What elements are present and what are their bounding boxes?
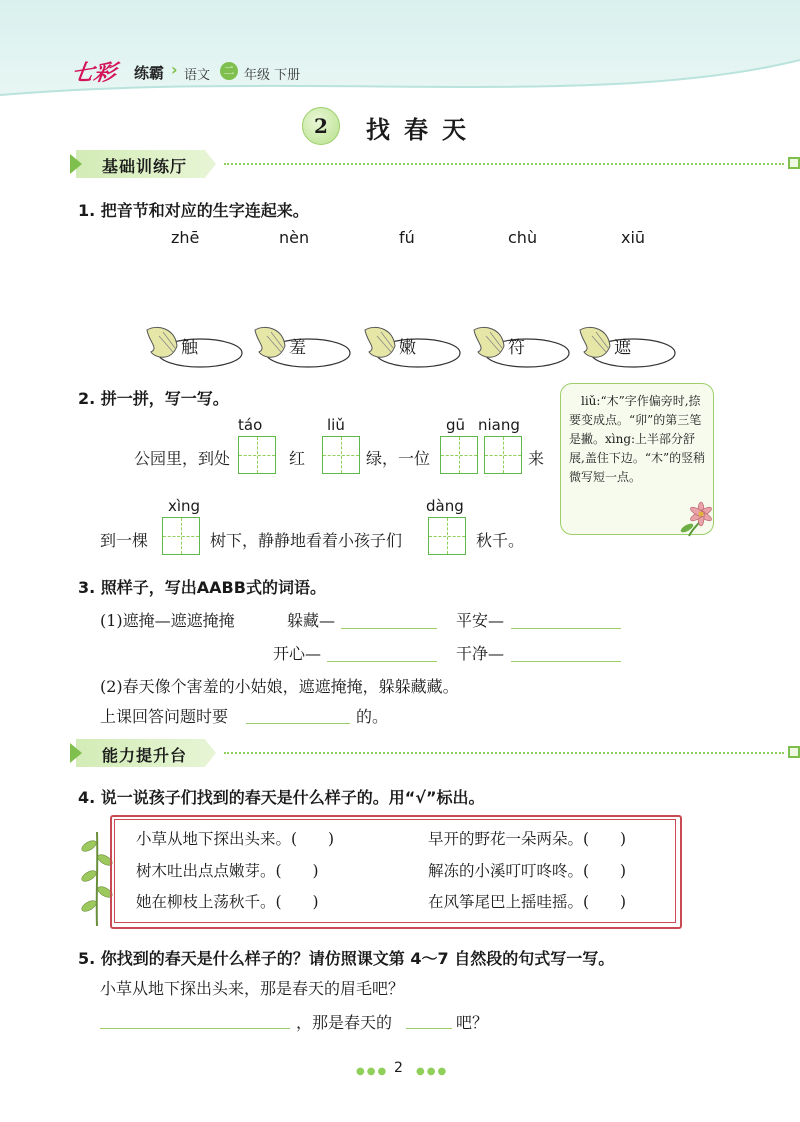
page-number: 2 xyxy=(394,1060,403,1076)
q1-title: 1. 把音节和对应的生字连起来。 xyxy=(78,201,309,220)
q3-word-4: 干净— xyxy=(456,644,505,663)
sprout-icon xyxy=(80,826,114,926)
q2-line2-pre: 到一棵 xyxy=(100,531,149,550)
header-band xyxy=(0,0,800,100)
q4-title: 4. 说一说孩子们找到的春天是什么样子的。用“√”标出。 xyxy=(78,788,485,807)
section-label: 基础训练厅 xyxy=(102,157,188,176)
q3-word-3: 开心— xyxy=(273,644,322,663)
q4-option-6[interactable]: 在风筝尾巴上摇哇摇。( ) xyxy=(428,893,627,911)
q2-title: 2. 拼一拼，写一写。 xyxy=(78,389,229,408)
page-dots-right: ●●● xyxy=(416,1066,449,1077)
q1-char-5: 遮 xyxy=(614,338,631,358)
q3-p2-prompt-pre: 上课回答问题时要 xyxy=(100,707,229,726)
q1-pinyin-1: zhē xyxy=(171,228,200,247)
section-header-basic xyxy=(76,150,800,178)
butterfly-card-3 xyxy=(363,322,473,370)
butterfly-icon xyxy=(253,322,363,370)
answer-blank[interactable] xyxy=(327,660,437,662)
grade-number-badge: 二 xyxy=(220,62,238,80)
arrow-icon xyxy=(70,743,82,763)
butterfly-icon xyxy=(363,322,473,370)
q3-p2-sentence: (2)春天像个害羞的小姑娘，遮遮掩掩，躲躲藏藏。 xyxy=(100,677,459,696)
lesson-number-badge: 2 xyxy=(302,107,340,145)
butterfly-card-2 xyxy=(253,322,363,370)
lesson-title: 找春天 xyxy=(366,115,480,144)
q4-option-5[interactable]: 她在柳枝上荡秋千。( ) xyxy=(136,893,319,911)
subject-label: 语文 xyxy=(184,68,211,83)
butterfly-icon xyxy=(578,322,688,370)
q5-prompt-mid: ，那是春天的 xyxy=(296,1013,393,1032)
q3-p2-prompt-post: 的。 xyxy=(356,707,389,726)
q5-title: 5. 你找到的春天是什么样子的？请仿照课文第 4～7 自然段的句式写一写。 xyxy=(78,949,615,968)
answer-blank[interactable] xyxy=(246,722,350,724)
grade-label: 年级 下册 xyxy=(244,68,301,83)
brand-logo-sub: 练霸 xyxy=(134,64,165,82)
square-end-icon xyxy=(788,746,800,758)
q4-option-3[interactable]: 树木吐出点点嫩芽。( ) xyxy=(136,862,319,880)
butterfly-card-5 xyxy=(578,322,688,370)
arrow-icon xyxy=(70,154,82,174)
q1-pinyin-4: chù xyxy=(508,228,538,247)
q2-line2-mid: 树下，静静地看着小孩子们 xyxy=(210,531,403,550)
butterfly-card-1 xyxy=(145,322,255,370)
q2-pinyin-liu: liǔ xyxy=(327,416,345,434)
chevron-right-icon: › xyxy=(171,60,178,79)
q1-pinyin-2: nèn xyxy=(279,228,310,247)
q5-example: 小草从地下探出头来，那是春天的眉毛吧？ xyxy=(100,979,405,998)
dotted-divider xyxy=(224,163,784,165)
answer-blank[interactable] xyxy=(100,1027,290,1029)
q2-line1-mid1: 红 xyxy=(289,449,306,468)
q3-word-2: 平安— xyxy=(456,611,505,630)
writing-box[interactable] xyxy=(238,436,276,474)
answer-blank[interactable] xyxy=(511,627,621,629)
butterfly-icon xyxy=(472,322,582,370)
dotted-divider xyxy=(224,752,784,754)
q1-pinyin-3: fú xyxy=(399,228,415,247)
q2-line1-mid2: 绿，一位 xyxy=(366,449,431,468)
q4-option-4[interactable]: 解冻的小溪叮叮咚咚。( ) xyxy=(428,862,627,880)
q2-pinyin-xing: xìng xyxy=(168,497,201,515)
section-label: 能力提升台 xyxy=(102,746,188,765)
q1-char-4: 符 xyxy=(508,338,525,358)
q2-line1-pre: 公园里，到处 xyxy=(134,449,231,468)
writing-box[interactable] xyxy=(484,436,522,474)
q2-pinyin-gu: gū xyxy=(446,416,466,434)
q1-char-2: 羞 xyxy=(289,338,306,358)
q1-pinyin-5: xiū xyxy=(621,228,646,247)
writing-box[interactable] xyxy=(162,517,200,555)
flower-icon xyxy=(679,498,723,538)
q5-prompt-end: 吧？ xyxy=(456,1013,489,1032)
q4-option-2[interactable]: 早开的野花一朵两朵。( ) xyxy=(428,830,627,848)
writing-box[interactable] xyxy=(428,517,466,555)
writing-box[interactable] xyxy=(440,436,478,474)
tip-box xyxy=(560,383,714,535)
brand-logo-main: 七彩 xyxy=(69,61,118,86)
q2-pinyin-tao: táo xyxy=(238,416,263,434)
section-header-ability xyxy=(76,739,800,767)
writing-box[interactable] xyxy=(322,436,360,474)
square-end-icon xyxy=(788,157,800,169)
q3-title: 3. 照样子，写出AABB式的词语。 xyxy=(78,578,326,597)
q2-pinyin-niang: niang xyxy=(478,416,520,434)
tip-text: liǔ:“木”字作偏旁时,捺要变成点。“卯”的第三笔是撇。xìng:上半部分舒展,盖住下边。“木”的竖稍微写短一点。 xyxy=(569,394,706,484)
q3-word-1: 躲藏— xyxy=(287,611,336,630)
q1-char-1: 触 xyxy=(181,338,198,358)
q4-option-1[interactable]: 小草从地下探出头来。( ) xyxy=(136,830,335,848)
page-dots-left: ●●● xyxy=(356,1066,389,1077)
q3-example: (1)遮掩—遮遮掩掩 xyxy=(100,611,235,630)
answer-blank[interactable] xyxy=(511,660,621,662)
answer-blank[interactable] xyxy=(341,627,437,629)
q2-line1-post: 来 xyxy=(528,449,545,468)
q2-line2-post: 秋千。 xyxy=(476,531,525,550)
q1-char-3: 嫩 xyxy=(399,338,416,358)
butterfly-card-4 xyxy=(472,322,582,370)
q2-pinyin-dang: dàng xyxy=(426,497,464,515)
butterfly-icon xyxy=(145,322,255,370)
answer-blank[interactable] xyxy=(406,1027,452,1029)
